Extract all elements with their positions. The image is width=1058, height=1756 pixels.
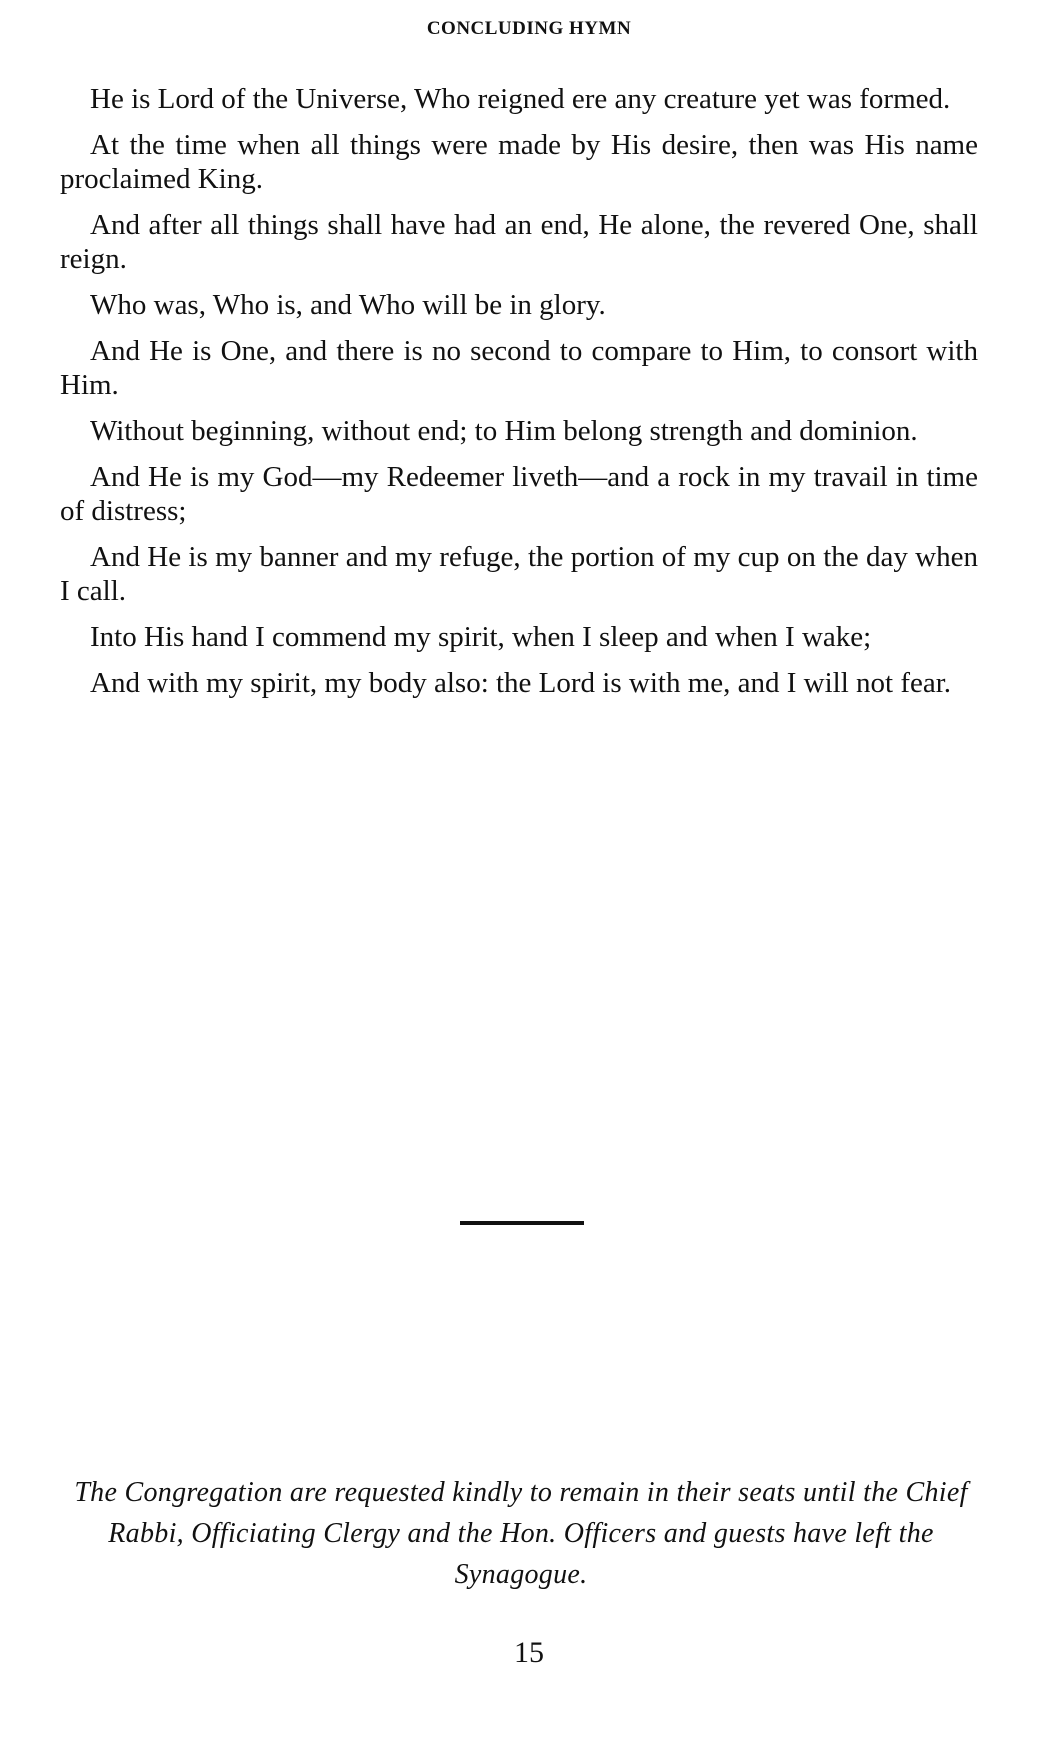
hymn-verse: Who was, Who is, and Who will be in glory. (90, 289, 606, 321)
hymn-verse: He is Lord of the Universe, Who reigned ere any creature yet was formed. (90, 83, 951, 115)
hymn-verse: At the time when all things were made by His desire, then was His name proclaimed King. (60, 129, 978, 195)
hymn-verse: And He is One, and there is no second to compare to Him, to consort with Him. (60, 335, 978, 401)
running-head-title: CONCLUDING HYMN (426, 18, 632, 39)
hymn-verse: And He is my banner and my refuge, the portion of my cup on the day when I call. (60, 541, 978, 607)
hymn-verses (60, 82, 978, 712)
page-number: 15 (514, 1636, 544, 1669)
hymn-verse: And after all things shall have had an end, He alone, the revered One, shall reign. (60, 209, 978, 275)
hymn-verse: And with my spirit, my body also: the Lord is with me, and I will not fear. (90, 667, 952, 699)
section-divider (460, 1221, 584, 1225)
hymn-verse: Without beginning, without end; to Him belong strength and dominion. (90, 415, 918, 447)
hymn-verse: And He is my God—my Redeemer liveth—and a rock in my travail in time of distress; (60, 461, 978, 527)
hymn-verse: Into His hand I commend my spirit, when I sleep and when I wake; (90, 621, 872, 653)
congregation-notice: The Congregation are requested kindly to remain in their seats until the Chief Rabbi, Officiating Clergy and the Hon. Officers and guests have left the Synagogue. (74, 1477, 968, 1590)
